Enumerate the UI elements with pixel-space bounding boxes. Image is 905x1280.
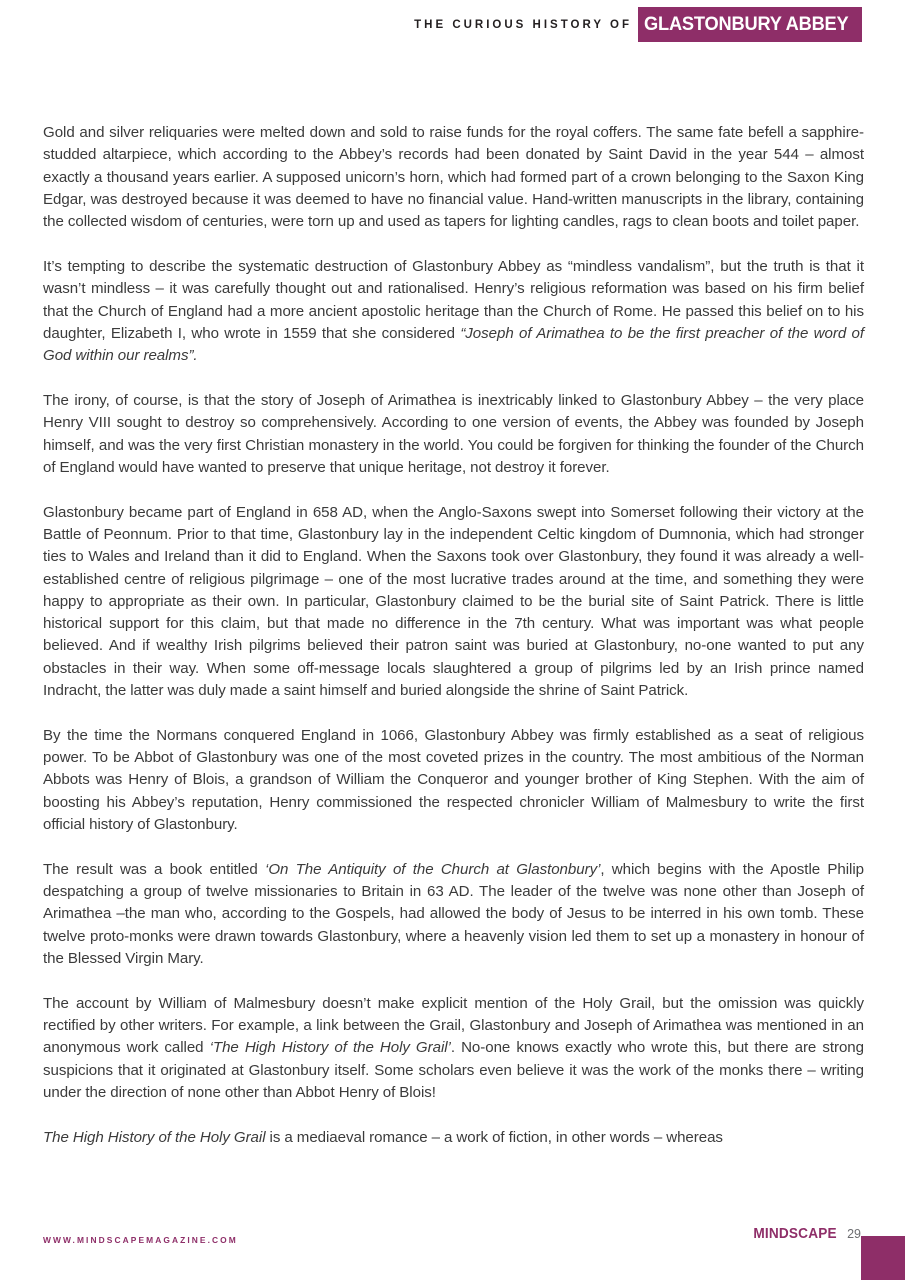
page-number: 29 xyxy=(847,1227,861,1241)
header-title-block xyxy=(638,7,862,42)
para-irony xyxy=(43,390,864,479)
para-holy-grail-omission xyxy=(43,993,864,1104)
para-normans xyxy=(43,725,864,836)
page-running-header xyxy=(0,0,905,50)
text-run: It’s tempting to describe the systematic destruction of Glastonbury Abbey as “mindless vandalism”, but the truth is that it wasn’t mindless – it was carefully thought out and rationalised. Henry’s religious reformation was based on his firm belief that the Church of England had a more ancient apostolic heritage than the Church of Rome. He passed this belief on to his daughter, Elizabeth I, who wrote in 1559 that she considered xyxy=(43,257,864,342)
text-run: By the time the Normans conquered England in 1066, Glastonbury Abbey was firmly established as a seat of religious power. To be Abbot of Glastonbury was one of the most coveted prizes in the country. The most ambitious of the Norman Abbots was Henry of Blois, a grandson of William the Conqueror and younger brother of King Stephen. With the aim of boosting his Abbey’s reputation, Henry commissioned the respected chronicler William of Malmesbury to write the first official history of Glastonbury. xyxy=(43,726,864,834)
page-title: GLASTONBURY ABBEY xyxy=(643,13,849,35)
para-mediaeval-romance xyxy=(43,1127,864,1149)
text-run: is a mediaeval romance – a work of fiction, in other words – whereas xyxy=(265,1128,723,1146)
text-run: Glastonbury became part of England in 658 AD, when the Anglo-Saxons swept into Somerset following their victory at the Battle of Peonnum. Prior to that time, Glastonbury lay in the independent Celtic kingdom of Dumnonia, which had stronger ties to Wales and Ireland than it did to England. When the Saxons took over Glastonbury, they found it was already a well-established centre of religious pilgrimage – one of the most lucrative trades around at the time, and something they were happy to appropriate as their own. In particular, Glastonbury claimed to be the burial site of Saint Patrick. There is little historical support for this claim, but that made no difference in the 7th century. What was important was what people believed. And if wealthy Irish pilgrims believed their patron saint was buried at Glastonbury, no-one wanted to put any obstacles in their way. When some off-message locals slaughtered a group of pilgrims led by an Irish prince named Indracht, the latter was duly made a saint himself and buried alongside the shrine of Saint Patrick. xyxy=(43,503,864,700)
header-kicker: THE CURIOUS HISTORY OF xyxy=(414,19,632,32)
text-run: . No-one knows exactly who wrote this, but there are strong suspicions that it originated at Glastonbury itself. Some scholars even believe it was the work of the monks there – writing under the direction of none other than Abbot Henry of Blois! xyxy=(43,1039,864,1101)
text-run: , which begins with the Apostle Philip despatching a group of twelve missionaries to Britain in 63 AD. The leader of the twelve was none other than Joseph of Arimathea –the man who, according to the Gospels, had allowed the body of Jesus to be interred in his own tomb. These twelve proto-monks were drawn towards Glastonbury, where a heavenly vision led them to set up a monastery in honour of the Blessed Virgin Mary. xyxy=(43,860,864,967)
italic-run: ‘On The Antiquity of the Church at Glastonbury’ xyxy=(265,860,601,878)
para-mindless-vandalism xyxy=(43,256,864,367)
para-antiquity-book xyxy=(43,859,864,970)
para-658-ad xyxy=(43,502,864,703)
text-run: Gold and silver reliquaries were melted down and sold to raise funds for the royal coffers. The same fate befell a sapphire-studded altarpiece, which according to the Abbey’s records had been donated by Saint David in the year 544 – almost exactly a thousand years earlier. A supposed unicorn’s horn, which had formed part of a crown belonging to the Saxon King Edgar, was destroyed because it was deemed to have no financial value. Hand-written manuscripts in the library, containing the collected wisdom of centuries, were torn up and used as tapers for lighting candles, rags to clean boots and toilet paper. xyxy=(43,124,864,231)
para-reliquaries xyxy=(43,122,864,233)
article-body xyxy=(43,122,864,1149)
text-run: The irony, of course, is that the story of Joseph of Arimathea is inextricably linked to Glastonbury Abbey – the very place Henry VIII sought to destroy so comprehensively. According to one version of events, the Abbey was founded by Joseph himself, and was the very first Christian monastery in the world. You could be forgiven for thinking the founder of the Church of England would have wanted to preserve that unique heritage, not destroy it forever. xyxy=(43,391,864,476)
text-run: The result was a book entitled xyxy=(43,860,266,878)
magazine-website-url[interactable]: WWW.MINDSCAPEMAGAZINE.COM xyxy=(43,1235,238,1245)
footer-corner-swatch xyxy=(861,1236,905,1280)
header-inner xyxy=(414,0,862,50)
italic-run: ‘The High History of the Holy Grail’ xyxy=(209,1039,451,1057)
text-run: The account by William of Malmesbury doesn’t make explicit mention of the Holy Grail, but the omission was quickly rectified by other writers. For example, a link between the Grail, Glastonbury and Joseph of Arimathea was mentioned in an anonymous work called xyxy=(43,994,864,1057)
italic-run: The High History of the Holy Grail xyxy=(43,1128,266,1146)
page-footer xyxy=(0,1222,905,1280)
mindscape-logo: MINDSCAPE xyxy=(753,1226,838,1242)
footer-right-group xyxy=(748,1227,861,1242)
italic-run: “Joseph of Arimathea to be the first preacher of the word of God within our realms”. xyxy=(43,324,864,365)
